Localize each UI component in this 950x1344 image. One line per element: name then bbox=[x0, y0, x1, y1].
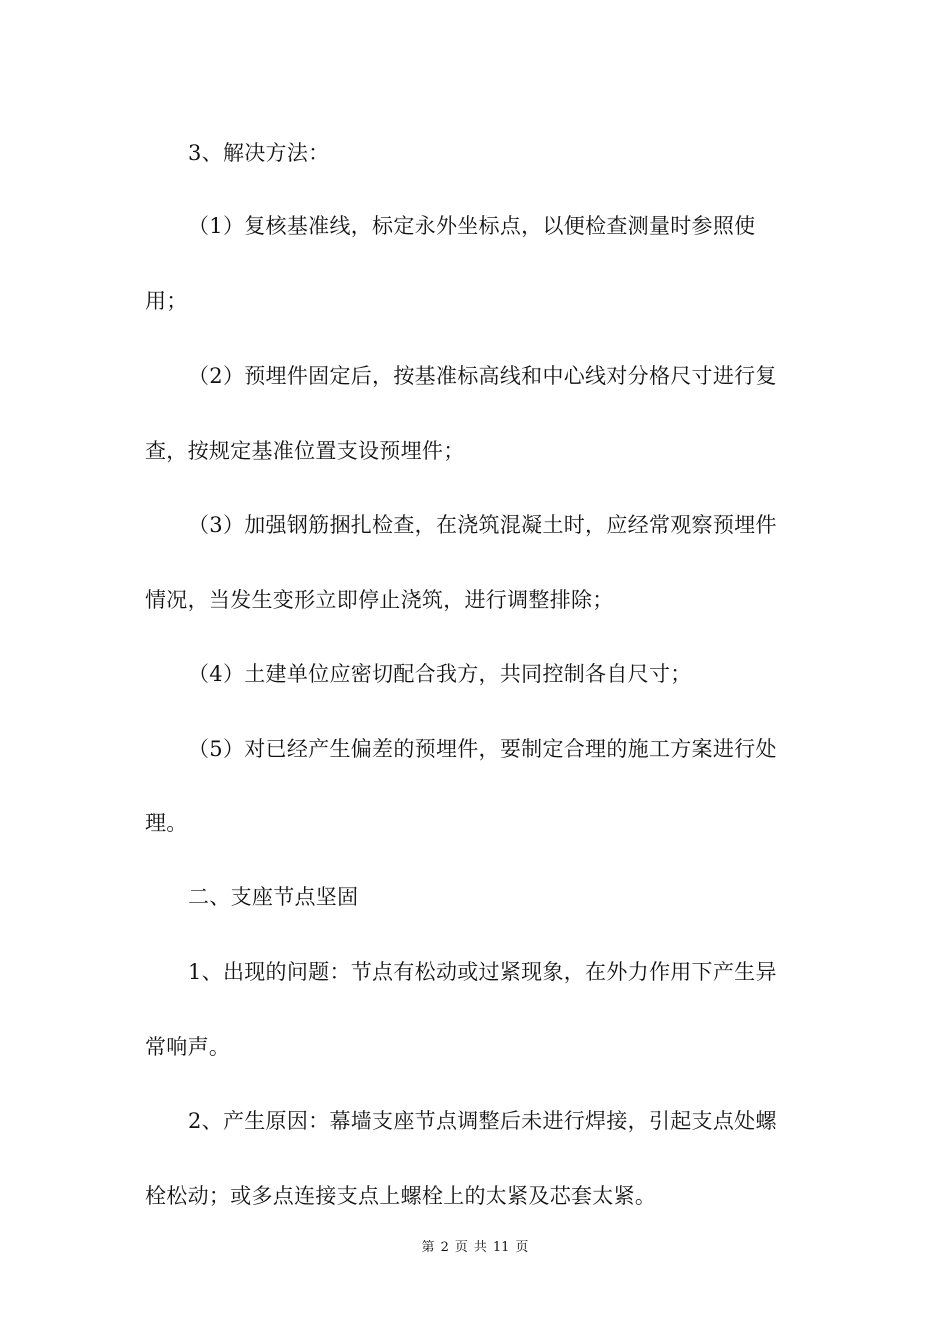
text-line: （3）加强钢筋捆扎检查，在浇筑混凝土时，应经常观察预埋件 bbox=[188, 513, 777, 537]
text-line: 3、解决方法： bbox=[188, 141, 330, 165]
footer-suffix: 页 bbox=[515, 1240, 529, 1255]
footer-page-word: 页 bbox=[454, 1240, 468, 1255]
footer-total-word: 共 bbox=[473, 1240, 487, 1255]
page-footer bbox=[0, 1238, 950, 1258]
text-line: 1、出现的问题：节点有松动或过紧现象，在外力作用下产生异 bbox=[188, 960, 777, 984]
section-heading: 二、支座节点坚固 bbox=[188, 885, 359, 909]
text-line: 用； bbox=[145, 289, 188, 313]
text-line: 常响声。 bbox=[145, 1035, 231, 1059]
text-line: 栓松动；或多点连接支点上螺栓上的太紧及芯套太紧。 bbox=[145, 1184, 657, 1208]
text-line: 理。 bbox=[145, 811, 188, 835]
text-line: （5）对已经产生偏差的预埋件，要制定合理的施工方案进行处 bbox=[188, 737, 777, 761]
text-line: 情况，当发生变形立即停止浇筑，进行调整排除； bbox=[145, 588, 614, 612]
text-line: 2、产生原因：幕墙支座节点调整后未进行焊接，引起支点处螺 bbox=[188, 1109, 777, 1133]
text-line: （2）预埋件固定后，按基准标高线和中心线对分格尺寸进行复 bbox=[188, 364, 777, 388]
footer-current-page: 2 bbox=[440, 1240, 449, 1255]
text-line: （1）复核基准线，标定永外坐标点，以便检查测量时参照使 bbox=[188, 214, 756, 238]
footer-total-pages: 11 bbox=[492, 1240, 510, 1255]
footer-prefix: 第 bbox=[421, 1240, 435, 1255]
text-line: （4）土建单位应密切配合我方，共同控制各自尺寸； bbox=[188, 662, 692, 686]
text-line: 查，按规定基准位置支设预埋件； bbox=[145, 439, 465, 463]
